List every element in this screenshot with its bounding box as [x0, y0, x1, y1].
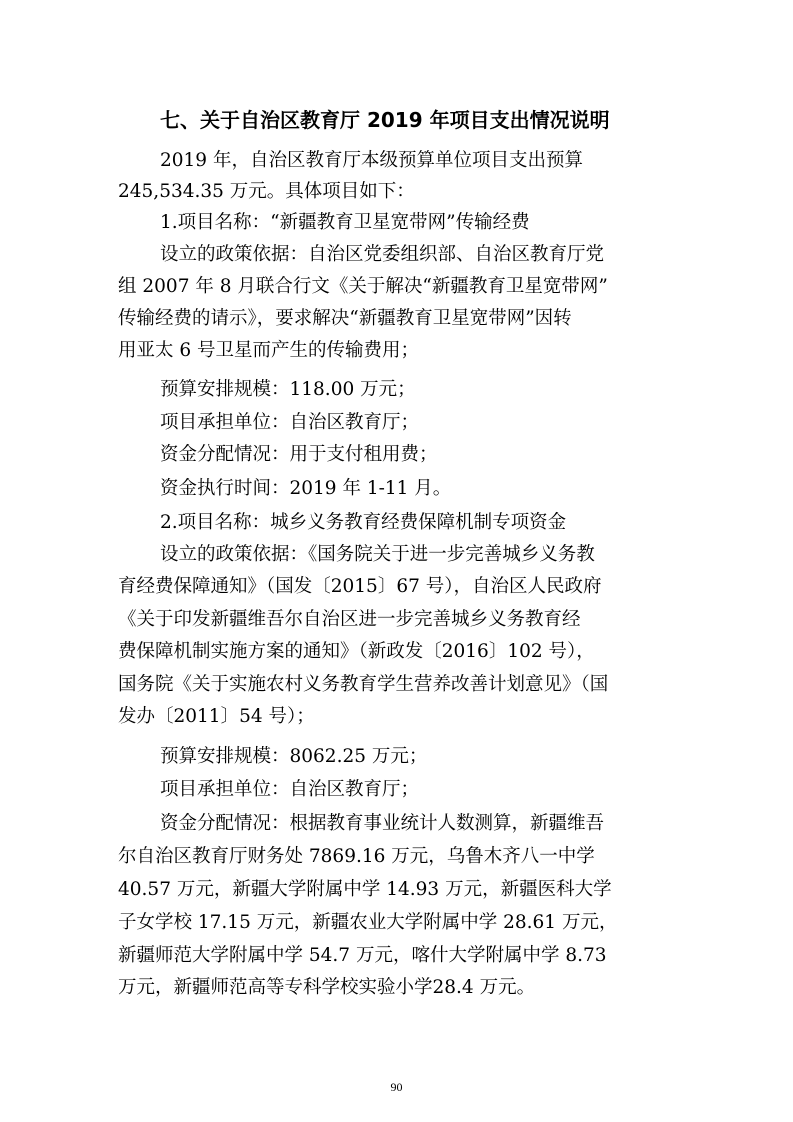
text-line: 用亚太 6 号卫星而产生的传输费用； [118, 340, 420, 361]
text-line: 新疆师范大学附属中学 54.7 万元，喀什大学附属中学 8.73 [118, 945, 607, 966]
text-line: 资金执行时间：2019 年 1-11 月。 [160, 478, 452, 499]
text-line: 国务院《关于实施农村义务教育学生营养改善计划意见》（国 [118, 674, 609, 695]
text-line: 子女学校 17.15 万元，新疆农业大学附属中学 28.61 万元， [118, 912, 618, 933]
page-number: 90 [390, 1080, 403, 1094]
text-line: 费保障机制实施方案的通知》（新政发〔2016〕102 号）， [118, 641, 595, 662]
text-line: 尔自治区教育厅财务处 7869.16 万元，乌鲁木齐八一中学 [118, 846, 595, 867]
text-line: 2.项目名称：城乡义务教育经费保障机制专项资金 [160, 512, 567, 533]
text-line: 预算安排规模：8062.25 万元； [160, 746, 428, 767]
text-line: 设立的政策依据：《国务院关于进一步完善城乡义务教 [160, 544, 595, 565]
text-line: 组 2007 年 8 月联合行文《关于解决“新疆教育卫星宽带网” [118, 276, 608, 297]
text-line: 发办〔2011〕54 号）； [118, 706, 315, 727]
text-line: 资金分配情况：用于支付租用费； [160, 444, 438, 465]
text-line: 40.57 万元，新疆大学附属中学 14.93 万元，新疆医科大学 [118, 879, 612, 900]
text-line: 育经费保障通知》（国发〔2015〕67 号），自治区人民政府 [118, 576, 602, 597]
text-line: 项目承担单位：自治区教育厅； [160, 779, 420, 800]
text-line: 预算安排规模：118.00 万元； [160, 379, 416, 400]
text-line: 245,534.35 万元。具体项目如下： [118, 181, 415, 202]
text-line: 《关于印发新疆维吾尔自治区进一步完善城乡义务教育经 [118, 609, 581, 630]
text-line: 项目承担单位：自治区教育厅； [160, 412, 420, 433]
text-line: 万元，新疆师范高等专科学校实验小学28.4 万元。 [118, 977, 536, 998]
text-line: 1.项目名称：“新疆教育卫星宽带网”传输经费 [160, 212, 530, 233]
text-line: 传输经费的请示》，要求解决“新疆教育卫星宽带网”因转 [118, 308, 572, 329]
section-title: 七、关于自治区教育厅 2019 年项目支出情况说明 [160, 108, 610, 132]
text-line: 设立的政策依据：自治区党委组织部、自治区教育厅党 [160, 244, 605, 265]
text-line: 资金分配情况：根据教育事业统计人数测算，新疆维吾 [160, 813, 605, 834]
text-line: 2019 年，自治区教育厅本级预算单位项目支出预算 [160, 150, 583, 171]
